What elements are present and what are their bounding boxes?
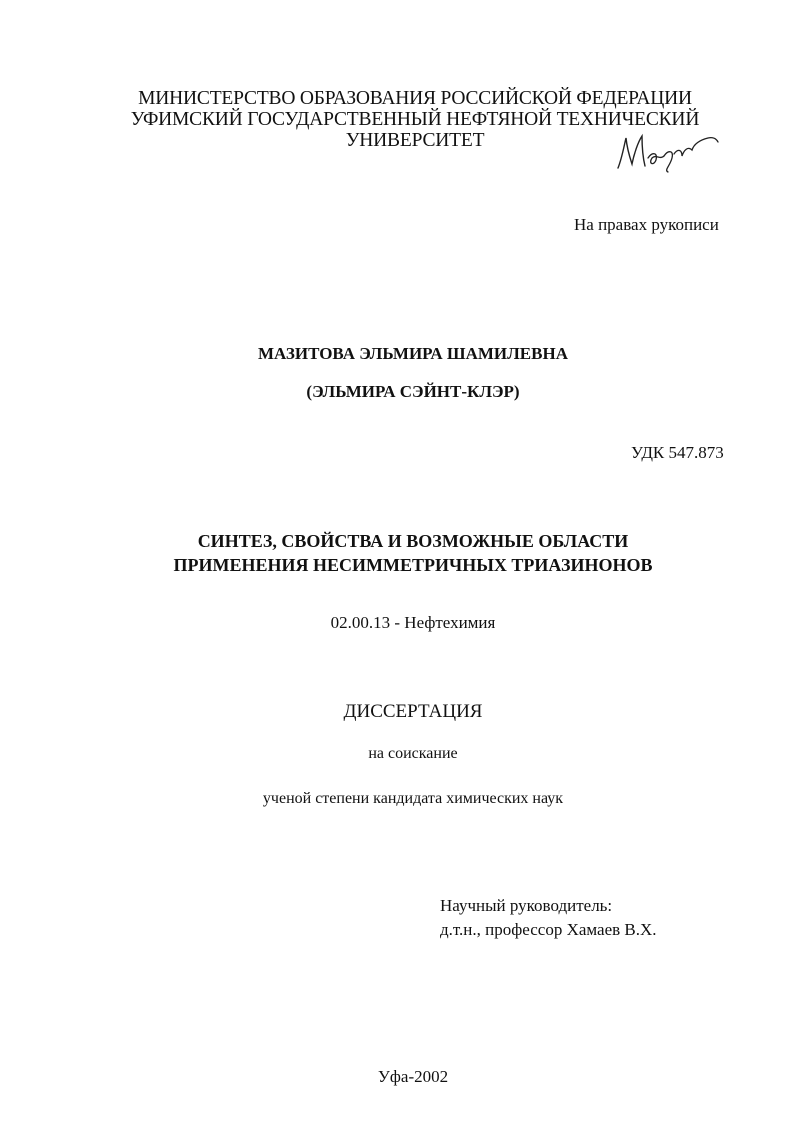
specialty-code: 02.00.13 - Нефтехимия <box>330 613 496 632</box>
for-degree-label: на соискание <box>368 745 458 762</box>
degree-label: ученой степени кандидата химических наук <box>262 790 564 807</box>
supervisor-label: Научный руководитель: <box>440 896 613 915</box>
udk-code: УДК 547.873 <box>631 443 724 462</box>
supervisor-name: д.т.н., профессор Хамаев В.Х. <box>440 920 657 939</box>
handwritten-signature <box>612 128 722 174</box>
author-name: МАЗИТОВА ЭЛЬМИРА ШАМИЛЕВНА <box>258 344 568 363</box>
document-type: ДИССЕРТАЦИЯ <box>343 701 483 722</box>
ministry-line-3: УНИВЕРСИТЕТ <box>345 130 485 151</box>
ministry-line-1: МИНИСТЕРСТВО ОБРАЗОВАНИЯ РОССИЙСКОЙ ФЕДЕРАЦИИ <box>138 88 692 109</box>
city-year: Уфа-2002 <box>377 1067 449 1086</box>
rights-note: На правах рукописи <box>574 215 719 234</box>
ministry-line-2: УФИМСКИЙ ГОСУДАРСТВЕННЫЙ НЕФТЯНОЙ ТЕХНИЧЕСКИЙ <box>130 109 700 130</box>
dissertation-title <box>0 529 793 577</box>
supervisor-block <box>440 894 657 942</box>
title-line-2: ПРИМЕНЕНИЯ НЕСИММЕТРИЧНЫХ ТРИАЗИНОНОВ <box>173 555 653 575</box>
title-line-1: СИНТЕЗ, СВОЙСТВА И ВОЗМОЖНЫЕ ОБЛАСТИ <box>197 531 629 551</box>
author-alt-name: (ЭЛЬМИРА СЭЙНТ-КЛЭР) <box>306 382 520 401</box>
